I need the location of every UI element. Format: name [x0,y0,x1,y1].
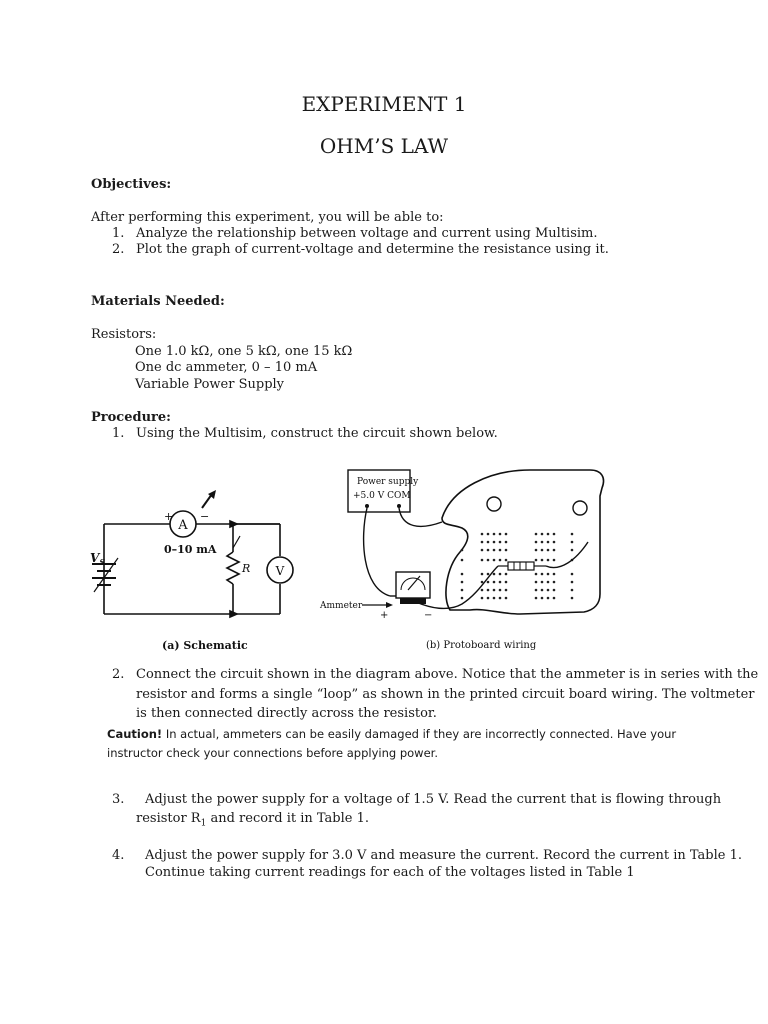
protoboard-hole [541,533,544,536]
protoboard-hole [547,597,550,600]
protoboard-hole [487,589,490,592]
protoboard-hole [481,573,484,576]
protoboard-ammeter-icon [396,572,430,604]
protoboard-hole [547,559,550,562]
protoboard-hole [547,573,550,576]
step-3-line-2-rest: and record it in Table 1. [206,811,370,826]
schematic-source-letter: V [90,551,100,565]
protoboard-hole [547,541,550,544]
protoboard-hole [461,559,464,562]
protoboard-hole [571,597,574,600]
protoboard-hole [571,549,574,552]
materials-item-2: One dc ammeter, 0 – 10 mA [135,360,318,375]
ammeter-pointer-arrowhead-icon [386,602,393,608]
protoboard-hole [553,589,556,592]
protoboard-hole [487,597,490,600]
protoboard-hole [481,589,484,592]
protoboard-hole [505,597,508,600]
protoboard-hole [541,589,544,592]
schematic-voltmeter [267,557,293,583]
protoboard-hole [499,581,502,584]
probe-arrow-icon [202,494,212,508]
protoboard-hole [493,597,496,600]
protoboard-hole [493,559,496,562]
protoboard-hole [571,541,574,544]
protoboard-hole [487,533,490,536]
schematic-diagram [104,521,280,617]
protoboard-hole [499,541,502,544]
protoboard-hole [571,581,574,584]
protoboard-hole [571,533,574,536]
materials-heading: Materials Needed: [91,294,225,309]
protoboard-hole [535,573,538,576]
protoboard-hole [535,597,538,600]
schematic-ammeter [170,511,196,537]
schematic-voltmeter-label: V [275,564,285,578]
protoboard-hole [535,559,538,562]
step-4-number: 4. [112,848,125,863]
step-4-line-1: Adjust the power supply for 3.0 V and measure the current. Record the current in Table 1. [145,848,742,863]
protoboard-hole [535,589,538,592]
step-3-resistor-prefix: resistor R [136,811,201,826]
protoboard-hole [547,581,550,584]
protoboard-hole [505,559,508,562]
step-2-line-1: Connect the circuit shown in the diagram above. Notice that the ammeter is in series with the [136,667,759,682]
caution-line-2: instructor check your connections before applying power. [107,746,438,760]
protoboard-hole [461,549,464,552]
protoboard-hole [553,559,556,562]
protoboard-hole [461,581,464,584]
protoboard-hole [499,549,502,552]
protoboard-hole [493,541,496,544]
protoboard-hole [535,549,538,552]
schematic-source-sub: S [99,557,106,567]
protoboard-hole [481,549,484,552]
protoboard-hole [505,541,508,544]
objective-item-2-number: 2. [112,242,125,257]
step-2-line-3: is then connected directly across the resistor. [136,706,437,721]
protoboard-hole [553,549,556,552]
protoboard-hole [505,533,508,536]
experiment-title: EXPERIMENT 1 [301,92,467,116]
protoboard-hole [499,597,502,600]
protoboard-hole [541,559,544,562]
protoboard-outline [442,470,604,614]
protoboard-hole [571,573,574,576]
objective-item-2-text: Plot the graph of current-voltage and determine the resistance using it. [136,242,609,257]
protoboard-hole [535,533,538,536]
protoboard-hole [553,533,556,536]
protoboard-hole [547,533,550,536]
protoboard-hole [553,541,556,544]
step-2-number: 2. [112,667,125,682]
circuit-figure [90,448,630,654]
protoboard-ammeter-plus: + [380,610,389,621]
protoboard-ammeter-label: Ammeter [320,601,363,611]
protoboard-hole [505,549,508,552]
power-supply-label: Power supply [357,477,419,487]
schematic-range-label: 0–10 mA [164,543,217,556]
mount-hole-right [573,501,587,515]
protoboard-hole [493,573,496,576]
power-supply-terminals: +5.0 V COM [353,491,411,501]
schematic-ammeter-label: A [178,518,188,533]
experiment-subtitle: OHM’S LAW [319,134,449,158]
caution-note [107,725,676,744]
caution-label: Caution! [107,727,163,741]
protoboard-hole [487,581,490,584]
protoboard-hole [481,597,484,600]
materials-item-3: Variable Power Supply [135,377,285,392]
protoboard-hole [461,573,464,576]
protoboard-hole [535,581,538,584]
step-1-number: 1. [112,426,125,441]
caution-line-1: In actual, ammeters can be easily damaged if they are incorrectly connected. Have your [162,727,677,741]
step-3-number: 3. [112,792,125,807]
objectives-heading: Objectives: [91,177,172,192]
objective-item-1-text: Analyze the relationship between voltage and current using Multisim. [136,226,598,241]
protoboard-hole [481,559,484,562]
objective-item-1-number: 1. [112,226,125,241]
protoboard-hole [487,559,490,562]
step-1-text: Using the Multisim, construct the circuit shown below. [136,426,498,441]
protoboard-hole [493,589,496,592]
protoboard-hole [481,541,484,544]
schematic-ammeter-plus: + [164,510,174,523]
protoboard-hole [541,541,544,544]
protoboard-hole [553,581,556,584]
schematic-ammeter-minus: − [200,510,210,523]
protoboard-ammeter-minus: − [424,610,433,621]
protoboard-hole [487,573,490,576]
step-3-resistor-subscript: 1 [200,818,207,829]
protoboard-hole [499,573,502,576]
protoboard-hole [493,533,496,536]
protoboard-caption: (b) Protoboard wiring [426,640,537,651]
schematic-resistor-label: R [242,562,251,575]
protoboard-hole [493,549,496,552]
protoboard-hole [481,533,484,536]
protoboard-hole [499,589,502,592]
protoboard-hole [487,549,490,552]
protoboard-hole [571,589,574,592]
protoboard-hole [541,581,544,584]
mount-hole-left [487,497,501,511]
protoboard-hole [505,573,508,576]
materials-item-1: One 1.0 kΩ, one 5 kΩ, one 15 kΩ [135,344,353,359]
power-supply-box [348,470,419,512]
schematic-caption: (a) Schematic [162,639,248,652]
step-4-line-2: Continue taking current readings for each of the voltages listed in Table 1 [145,865,635,880]
step-3-line-1: Adjust the power supply for a voltage of 1.5 V. Read the current that is flowing through [145,792,722,807]
protoboard-hole [505,581,508,584]
resistors-heading: Resistors: [91,327,157,342]
protoboard-hole [541,573,544,576]
protoboard-hole [487,541,490,544]
protoboard-hole [547,589,550,592]
protoboard-hole [505,589,508,592]
protoboard-hole [481,581,484,584]
protoboard-hole [535,541,538,544]
protoboard-hole [499,559,502,562]
protoboard-hole [553,573,556,576]
protoboard-hole [461,597,464,600]
protoboard-hole [493,581,496,584]
objectives-intro: After performing this experiment, you will be able to: [91,210,444,225]
step-2-line-2: resistor and forms a single “loop” as shown in the printed circuit board wiring. The voltmeter [136,687,755,702]
step-3-line-2 [136,810,369,833]
protoboard-hole [553,597,556,600]
protoboard-hole [541,549,544,552]
procedure-heading: Procedure: [91,410,171,425]
protoboard-hole [499,533,502,536]
protoboard-hole [541,597,544,600]
protoboard-hole [461,589,464,592]
protoboard-hole [547,549,550,552]
schematic-source-label [90,551,105,567]
